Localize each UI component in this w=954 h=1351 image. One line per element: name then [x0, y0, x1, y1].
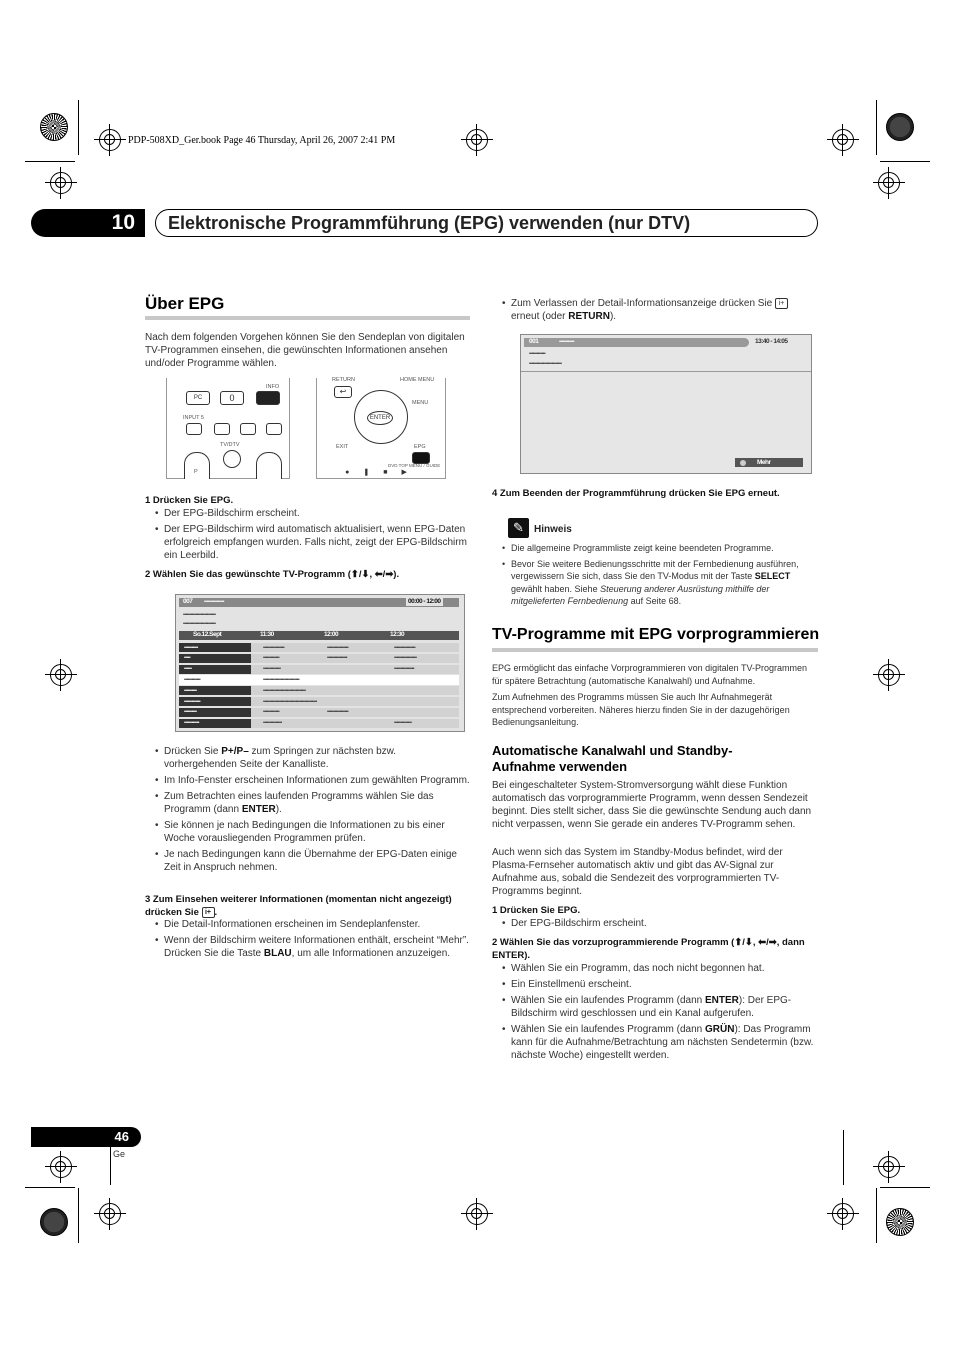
heading-rule [492, 648, 818, 652]
epg-cell: •••••••••••• [184, 720, 200, 727]
section-heading: Über EPG [145, 294, 225, 313]
note-title: Hinweis [534, 524, 572, 535]
menu-label: MENU [412, 400, 429, 406]
enter-button[interactable]: ENTER [367, 411, 393, 425]
list-item: • Ein Einstellmenü erscheint. [502, 978, 818, 991]
volume-button[interactable] [256, 452, 282, 479]
home-menu-label: HOME MENU [400, 377, 435, 383]
registration-wheel-icon [886, 113, 914, 141]
epg-cell: ••••••••••••• [263, 655, 280, 662]
list-item: • Wählen Sie ein Programm, das noch nicht begonnen hat. [502, 962, 818, 975]
chapter-title: Elektronische Programmführung (EPG) verwenden (nur DTV) [155, 209, 818, 237]
crosshair-target-icon [50, 1156, 72, 1178]
remote-button[interactable] [240, 423, 256, 435]
step-2-bullets [155, 745, 470, 877]
epg-channel-name: •••••••••••••••• [204, 599, 225, 605]
return-label: RETURN [332, 377, 355, 383]
epg-date: So.12.Sept [193, 631, 222, 638]
step-1b-title: 1 Drücken Sie EPG. [492, 905, 581, 916]
detail-divider [521, 371, 811, 372]
epg-time-slot: 11:30 [260, 631, 274, 638]
epg-cell: ••••••••••••••••• [327, 644, 349, 651]
exit-detail-bullet [502, 297, 818, 326]
paragraph: Bei eingeschalteter System-Stromversorgung wählt diese Funktion automatisch das vorprogrammierte Programm, wenn dessen Sendezeit beginnt. Dies stellt sicher, dass Sie die gewünschte Sendung auch dann nicht verpassen, wenn Sie gerade ein anderes TV-Programm sehen. [492, 780, 812, 830]
p-label: P [194, 469, 198, 475]
list-item: • Der EPG-Bildschirm erscheint. [155, 507, 470, 520]
step-3-text: 3 Zum Einsehen weiterer Informationen (momentan nicht angezeigt) drücken Sie [145, 894, 452, 918]
step-3-title: 3 Zum Einsehen weiterer Informationen (momentan nicht angezeigt) drücken Sie i+ . [145, 894, 452, 918]
list-item: • Wählen Sie ein laufendes Programm (dann GRÜN): Das Programm kann für die Aufnahme/Betrachtung am nächsten Sendetermin (bzw. nächste Woche) eingestellt werden. [502, 1023, 818, 1062]
step-2-title: 2 Wählen Sie das gewünschte TV-Programm (⬆/⬇, ⬅/➡). [145, 569, 400, 580]
transport-buttons[interactable]: ●❚■▶ [338, 470, 428, 476]
more-label: Mehr [757, 459, 771, 466]
paragraph: Auch wenn sich das System im Standby-Modus befindet, wird der Plasma-Fernseher automatisch aktiv und gibt das AV-Signal zur Aufnahme aus, sobald die Sendezeit des vorprogrammierten TV-Programms beginnt. [492, 847, 783, 897]
epg-cell: ••••• [184, 655, 191, 662]
print-header: PDP-508XD_Ger.book Page 46 Thursday, April 26, 2007 2:41 PM [128, 135, 396, 146]
step-3-bullets [155, 918, 470, 963]
step-1b-bullets [502, 917, 818, 933]
tvdtv-label: TV/DTV [220, 442, 240, 448]
epg-cell: •••••••••• [184, 687, 197, 694]
input5-label: INPUT 5 [183, 415, 204, 421]
epg-info-line: •••••••••••••••••••••••••• [183, 621, 216, 627]
detail-time: 13:40 - 14:05 [755, 338, 788, 345]
crosshair-target-icon [466, 1203, 488, 1225]
list-item: • Im Info-Fenster erscheinen Informationen zum gewählten Programm. [155, 774, 470, 787]
epg-cell: ••••••••••• [184, 644, 198, 651]
crosshair-target-icon [832, 129, 854, 151]
detail-line: •••••••••••••••••••••••••• [529, 361, 562, 367]
epg-cell: •••••••••• [184, 709, 197, 716]
list-item: • Zum Betrachten eines laufenden Programms wählen Sie das Programm (dann ENTER). [155, 790, 470, 816]
step-1-title: 1 Drücken Sie EPG. [145, 495, 234, 506]
paragraph: EPG ermöglicht das einfache Vorprogrammieren von digitalen TV-Programmen für spätere Betrachtung (automatische Kanalwahl) und Aufnahme. [492, 663, 807, 686]
epg-cell: •••••••••••••••••••••••••••••••••• [263, 687, 306, 694]
remote-button[interactable] [266, 423, 282, 435]
epg-cell: •••••••••••••••• [394, 666, 415, 673]
list-item: • Bevor Sie weitere Bedienungsschritte mit der Fernbedienung ausführen, vergewissern Sie sich, dass Sie den TV-Modus mit der Taste SELECT gewählt haben. Siehe Steuerung anderer Ausrüstung mithilfe der mitgelieferten Fernbedienung auf Seite 68. [502, 558, 820, 608]
crosshair-target-icon [878, 664, 900, 686]
intro-paragraph: Nach dem folgenden Vorgehen können Sie den Sendeplan von digitalen TV-Programmen einsehen, die gewünschten Informationen ansehen und/oder Programme wählen. [145, 332, 465, 369]
list-item: • Wenn der Bildschirm weitere Informationen enthält, erscheint “Mehr”. Drücken Sie die Taste BLAU, um alle Informationen anzuzeigen. [155, 934, 470, 960]
epg-cell: ••••••••••••• [263, 709, 280, 716]
remote-button[interactable] [214, 423, 230, 435]
crosshair-target-icon [832, 1203, 854, 1225]
epg-time-slot: 12:30 [390, 631, 405, 638]
epg-cell: ••••••••••••••••• [327, 709, 349, 716]
crosshair-target-icon [878, 172, 900, 194]
step-2b-bullets [502, 962, 818, 1065]
list-item: • Der EPG-Bildschirm erscheint. [502, 917, 818, 930]
epg-cell: •••••• [184, 666, 192, 673]
epg-cell: ••••••••••••• [184, 676, 201, 683]
remote-button[interactable] [186, 423, 202, 435]
epg-cell: ••••••••••••••••• [263, 644, 285, 651]
registration-wheel-icon [40, 1208, 68, 1236]
list-item: • Die Detail-Informationen erscheinen im Sendeplanfenster. [155, 918, 470, 931]
registration-wheel-icon [40, 113, 68, 141]
epg-time-slot: 12:00 [324, 631, 339, 638]
detail-title-bar [524, 338, 749, 347]
step-1-bullets [155, 507, 470, 565]
epg-cell: ••••••••••••••••••••••••••••• [263, 676, 300, 683]
epg-cell: ••••••••••••••• [263, 720, 282, 727]
step-4-title: 4 Zum Beenden der Programmführung drücken Sie EPG erneut. [492, 488, 780, 499]
list-item: • Wählen Sie ein laufendes Programm (dann ENTER): Der EPG-Bildschirm wird geschlossen und ein Kanal aufgerufen. [502, 994, 818, 1020]
section-heading-2: TV-Programme mit EPG vorprogrammieren [492, 626, 820, 643]
pc-button[interactable]: PC [186, 391, 210, 405]
epg-channel: 007 [183, 598, 193, 605]
detail-channel: 001 [529, 338, 539, 345]
crosshair-target-icon [50, 664, 72, 686]
epg-cell: •••••••••••••••• [327, 655, 348, 662]
return-button[interactable]: ↩ [334, 386, 352, 398]
list-item: • Der EPG-Bildschirm wird automatisch aktualisiert, wenn EPG-Daten erfolgreich empfangen wurden. Falls nicht, zeigt der EPG-Bildschirm ein Leerbild. [155, 523, 470, 562]
exit-label: EXIT [336, 444, 349, 450]
detail-line: ••••••••••••• [529, 351, 546, 357]
epg-cell: ••••••••••••• [184, 698, 201, 705]
epg-time-range: 00:00 - 12:00 [408, 598, 441, 605]
blue-dot-icon [740, 460, 746, 466]
registration-wheel-icon [886, 1208, 914, 1236]
crosshair-target-icon [466, 129, 488, 151]
epg-cell: •••••••••••••• [263, 666, 281, 673]
list-item: • Drücken Sie P+/P– zum Springen zur nächsten bzw. vorhergehenden Seite der Kanalliste. [155, 745, 470, 771]
list-item: • Sie können je nach Bedingungen die Informationen zu bis einer Woche vorausliegenden Programmen prüfen. [155, 819, 470, 845]
note-pencil-icon: ✎ [508, 518, 529, 538]
remote-illustration [166, 378, 446, 478]
epg-screen [175, 594, 465, 732]
epg-cell: ••••••••••••••••••••••••••••••••••••••••••• [263, 698, 317, 705]
epg-info-line: •••••••••••••••••••••••••• [183, 612, 216, 618]
epg-cell: •••••••••••••• [394, 720, 412, 727]
detail-channel-name: •••••••••••• [559, 339, 575, 345]
detail-info-screen [520, 334, 812, 474]
list-item: • Die allgemeine Programmliste zeigt keine beendeten Programme. [502, 542, 820, 555]
chapter-number: 10 [31, 209, 145, 237]
paragraph: Zum Aufnehmen des Programms müssen Sie auch Ihr Aufnahmegerät entsprechend vorbereiten. Näheres hierzu finden Sie in der dazugehörigen Bedienungsanleitung. [492, 692, 790, 727]
zero-button[interactable]: 0 [220, 391, 244, 405]
list-item: • Zum Verlassen der Detail-Informationsanzeige drücken Sie i+ erneut (oder RETURN). [502, 297, 818, 323]
crosshair-target-icon [878, 1156, 900, 1178]
info-button[interactable] [256, 391, 280, 405]
language-code: Ge [113, 1149, 126, 1159]
dvd-menu-label: DVD TOP MENU / GUIDE [388, 463, 441, 468]
info-button-icon: i+ [775, 298, 788, 309]
tvdtv-button[interactable] [223, 450, 241, 468]
epg-label: EPG [414, 444, 426, 450]
subheading: Automatische Kanalwahl und Standby-Aufnahme verwenden [492, 743, 733, 774]
note-bullets [502, 542, 820, 611]
epg-cell: •••••••••••••••••• [394, 655, 417, 662]
step-2b-title: 2 Wählen Sie das vorzuprogrammierende Programm (⬆/⬇, ⬅/➡, dann ENTER). [492, 937, 805, 961]
epg-cell: ••••••••••••••••• [394, 644, 416, 651]
epg-program-grid [176, 641, 464, 729]
crosshair-target-icon [99, 1203, 121, 1225]
crosshair-target-icon [99, 129, 121, 151]
info-label: INFO [266, 384, 280, 390]
crosshair-target-icon [50, 172, 72, 194]
info-button-icon: i+ [202, 907, 215, 918]
page-number: 46 [31, 1127, 141, 1147]
list-item: • Je nach Bedingungen kann die Übernahme der EPG-Daten einige Zeit in Anspruch nehmen. [155, 848, 470, 874]
heading-rule [145, 316, 470, 320]
